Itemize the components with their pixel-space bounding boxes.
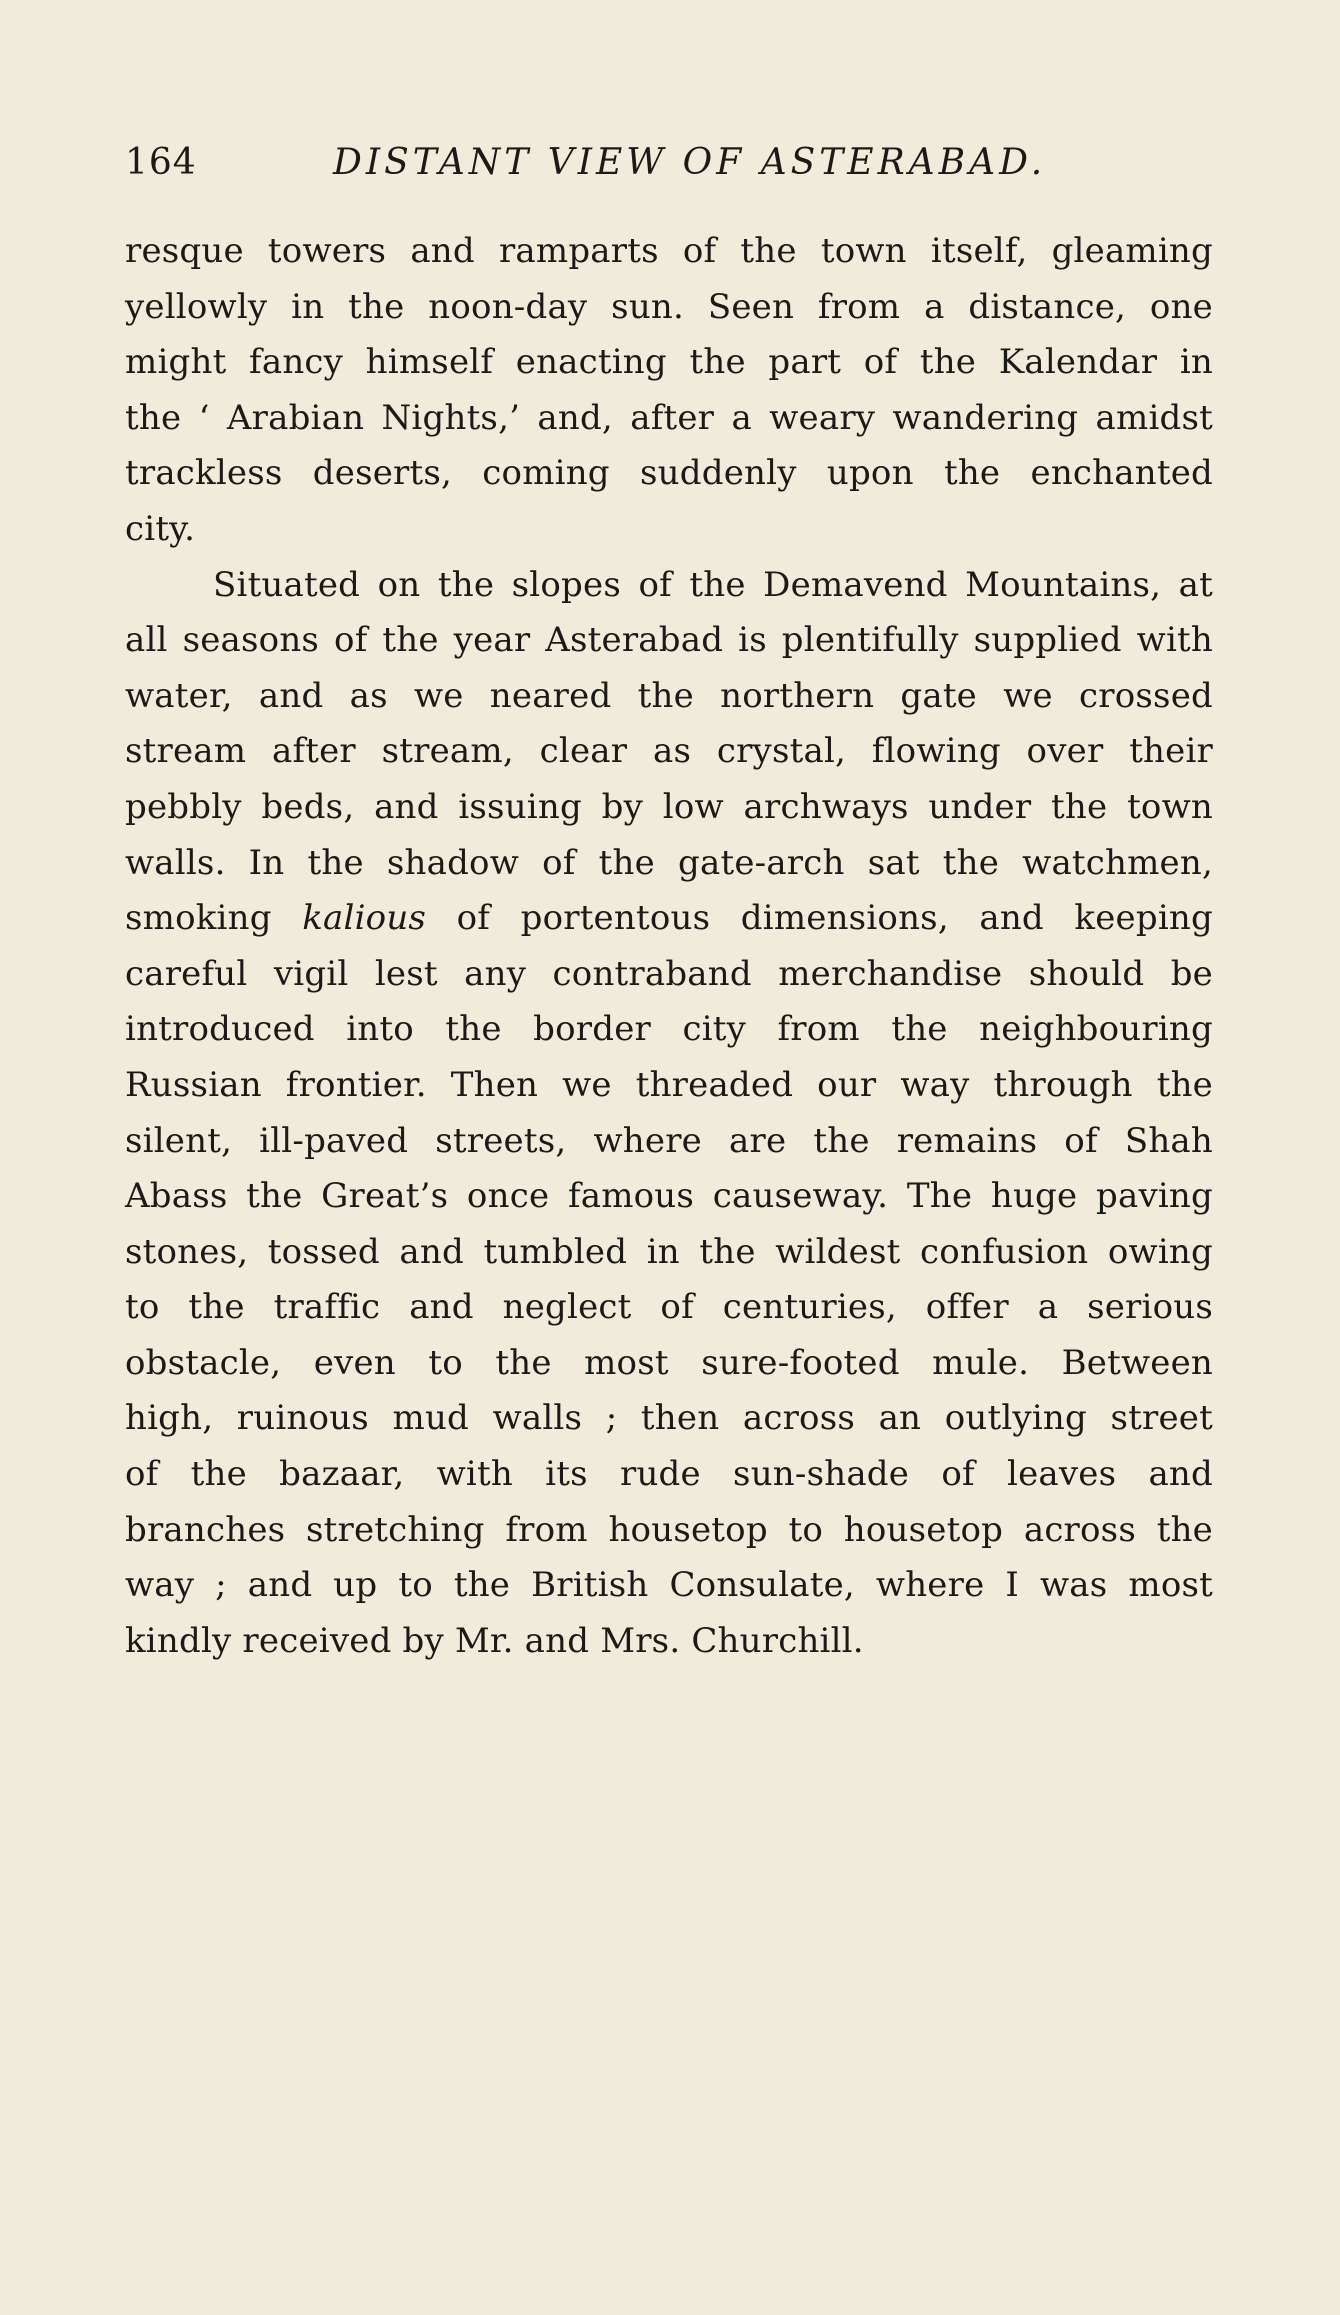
running-title: DISTANT VIEW OF ASTERABAD. — [333, 142, 1047, 183]
text-line: resque towers and ramparts of the town itself, gleaming — [125, 231, 1213, 271]
text-line: kindly received by Mr. and Mrs. Churchill. — [125, 1620, 864, 1661]
text-segment: smoking — [125, 898, 303, 939]
paragraph-1 — [125, 224, 1213, 558]
text-segment: of portentous dimensions, and keeping — [426, 898, 1213, 939]
text-line: Situated on the slopes of the Demavend Mountains, at — [213, 564, 1213, 605]
text-line: silent, ill-paved streets, where are the remains of Shah — [125, 1120, 1213, 1161]
text-line: Abass the Great’s once famous causeway. The huge paving — [125, 1176, 1213, 1217]
text-line: stones, tossed and tumbled in the wildest confusion owing — [125, 1231, 1213, 1272]
text-line: Russian frontier. Then we threaded our way through the — [125, 1064, 1213, 1105]
text-line: to the traffic and neglect of centuries, offer a serious — [125, 1287, 1213, 1328]
page-header — [125, 138, 1215, 198]
text-line: introduced into the border city from the neighbouring — [125, 1009, 1213, 1050]
text-line: high, ruinous mud walls ; then across an outlying street — [125, 1398, 1213, 1439]
text-line: all seasons of the year Asterabad is plentifully supplied with — [125, 620, 1213, 661]
text-line: branches stretching from housetop to housetop across the — [125, 1509, 1213, 1550]
text-line: of the bazaar, with its rude sun-shade of leaves and — [125, 1454, 1213, 1495]
text-line: yellowly in the noon-day sun. Seen from a distance, one — [125, 286, 1213, 327]
text-line: way ; and up to the British Consulate, where I was most — [125, 1565, 1213, 1606]
text-line: careful vigil lest any contraband merchandise should be — [125, 953, 1213, 994]
italic-word: kalious — [302, 898, 427, 939]
body-text — [125, 224, 1213, 1669]
text-line: water, and as we neared the northern gate we crossed — [125, 675, 1213, 716]
text-line: walls. In the shadow of the gate-arch sat the watchmen, — [125, 842, 1213, 883]
text-line-with-italic — [125, 891, 1213, 947]
paragraph-2 — [125, 558, 1213, 1670]
text-line: stream after stream, clear as crystal, flowing over their — [125, 731, 1213, 772]
text-line: obstacle, even to the most sure-footed mule. Between — [125, 1342, 1213, 1383]
text-line: pebbly beds, and issuing by low archways under the town — [125, 786, 1213, 827]
text-line: the ‘ Arabian Nights,’ and, after a weary wandering amidst — [125, 397, 1213, 438]
text-line: trackless deserts, coming suddenly upon the enchanted — [125, 453, 1213, 494]
page-number: 164 — [125, 142, 197, 183]
text-line: city. — [125, 508, 196, 549]
text-line: might fancy himself enacting the part of the Kalendar in — [125, 342, 1213, 383]
